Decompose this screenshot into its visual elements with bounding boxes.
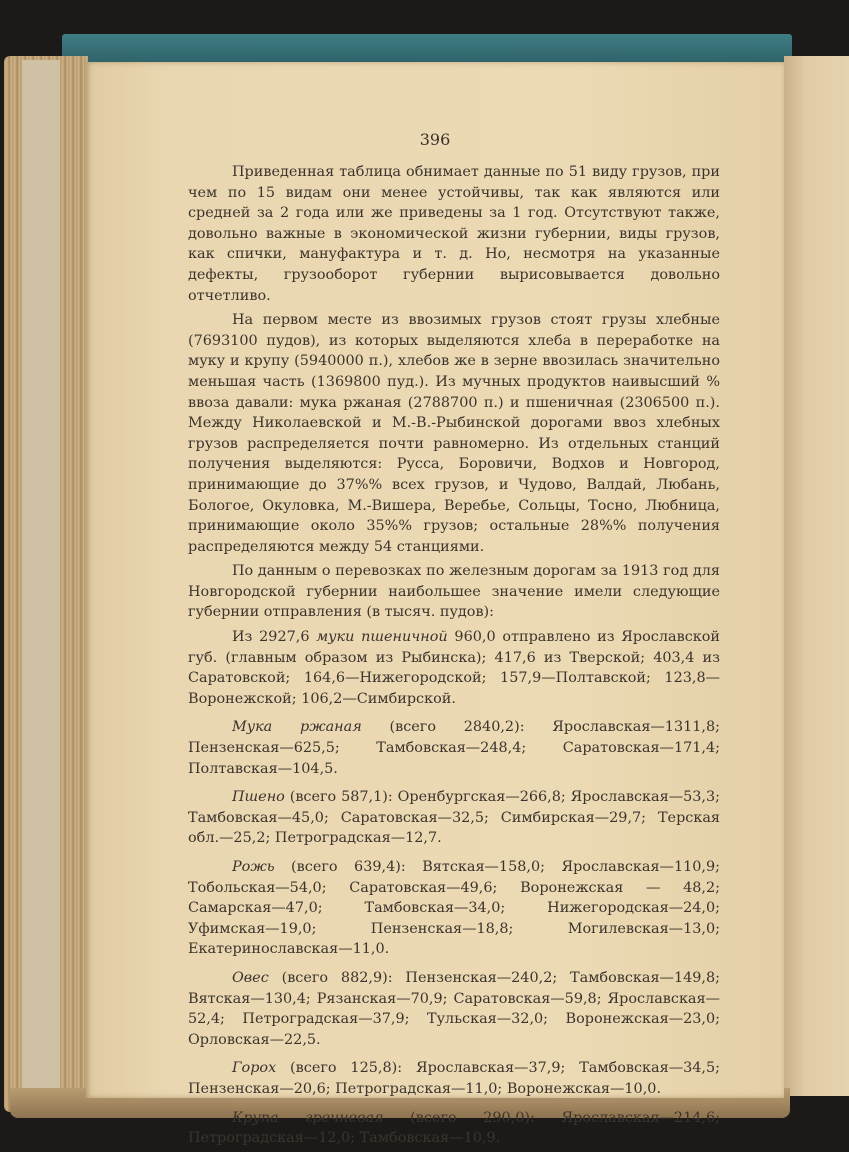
body-text [188,162,720,1149]
paragraph: По данным о перевозках по железным дорогам за 1913 год для Новгородской губернии наибольшее значение имели следующие губернии отправления (в тысяч. пудов): [188,563,720,621]
entry-prefix: Из 2927,6 [232,629,317,646]
entry-text: (всего 882,9): Пензенская—240,2; Тамбовская—149,8; Вятская—130,4; Рязанская—70,9; Саратовская—59,8; Ярославская—52,4; Петроградская—37,9; Тульская—32,0; Воронежская—23,0; Орловская—22,5. [188,969,720,1048]
entry-text: (всего 290,0): Ярославская—214,6; Петроградская—12,0; Тамбовская—10,9. [188,1109,720,1147]
shipment-entry [188,787,720,849]
facing-page-edge [784,56,849,1096]
shipment-entry [188,857,720,960]
shipment-entry [188,968,720,1050]
book-cover [62,34,792,64]
paragraph: Приведенная таблица обнимает данные по 51 виду грузов, при чем по 15 видам они менее устойчивы, так как являются или средней за 2 года или же приведены за 1 год. Отсутствуют также, довольно важные в экономической жизни губернии, виды грузов, как спички, мануфактура и т. д. Но, несмотря на указанные дефекты, грузооборот губернии вырисовывается довольно отчетливо. [188,164,720,304]
entry-category: Горох [232,1060,277,1077]
entry-category: муки пшеничной [316,629,448,646]
shipment-entry [188,1108,720,1149]
entry-text: (всего 587,1): Оренбургская—266,8; Ярославская—53,3; Тамбовская—45,0; Саратовская—32,5; Симбирская—29,7; Терская обл.—25,2; Петроградская—12,7. [188,789,720,847]
entry-text: (всего 639,4): Вятская—158,0; Ярославская—110,9; Тобольская—54,0; Саратовская—49,6; Воронежская — 48,2; Самарская—47,0; Тамбовская—34,0; Нижегородская—24,0; Уфимская—19,0; Пензенская—18,8; Могилевская—13,0; Екатеринославская—11,0. [188,859,720,958]
shipment-list [188,627,720,1149]
entry-category: Рожь [232,859,275,875]
page-number: 396 [419,130,451,149]
entry-text: 960,0 отправлено из Ярославской губ. (главным образом из Рыбинска); 417,6 из Тверской; 403,4 из Саратовской; 164,6—Нижегородской; 157,9—Полтавской; 123,8—Воронежской; 106,2—Симбирской. [188,629,720,707]
entry-text: (всего 125,8): Ярославская—37,9; Тамбовская—34,5; Пензенская—20,6; Петроградская—11,0; Воронежская—10,0. [188,1060,720,1097]
paragraph: На первом месте из ввозимых грузов стоят грузы хлебные (7693100 пудов), из которых выделяются хлеба в переработке на муку и крупу (5940000 п.), хлебов же в зерне ввозилась значительно меньшая часть (1369800 пуд.). Из мучных продуктов наивысший % ввоза давали: мука ржаная (2788700 п.) и пшеничная (2306500 п.). Между Николаевской и М.-В.-Рыбинской дорогами ввоз хлебных грузов распределяется почти равномерно. Из отдельных станций получения выделяются: Русса, Боровичи, Водхов и Новгород, принимающие до 37%% всех грузов, и Чудово, Валдай, Любань, Бологое, Окуловка, М.-Вишера, Веребье, Сольцы, Тосно, Любница, принимающие около 35%% грузов; остальные 28%% получения распределяются между 54 станциями. [188,312,720,555]
entry-category: Крупа гречневая [232,1109,384,1126]
book-page [86,62,784,1147]
page-edge-strip [22,60,60,1100]
shipment-entry [188,627,720,709]
entry-category: Мука ржаная [232,719,362,736]
entry-category: Овес [232,969,269,986]
entry-text: (всего 2840,2): Ярославская—1311,8; Пензенская—625,5; Тамбовская—248,4; Саратовская—171,4; Полтавская—104,5. [188,719,720,777]
shipment-entry [188,717,720,779]
shipment-entry [188,1058,720,1099]
entry-category: Пшено [232,789,285,806]
